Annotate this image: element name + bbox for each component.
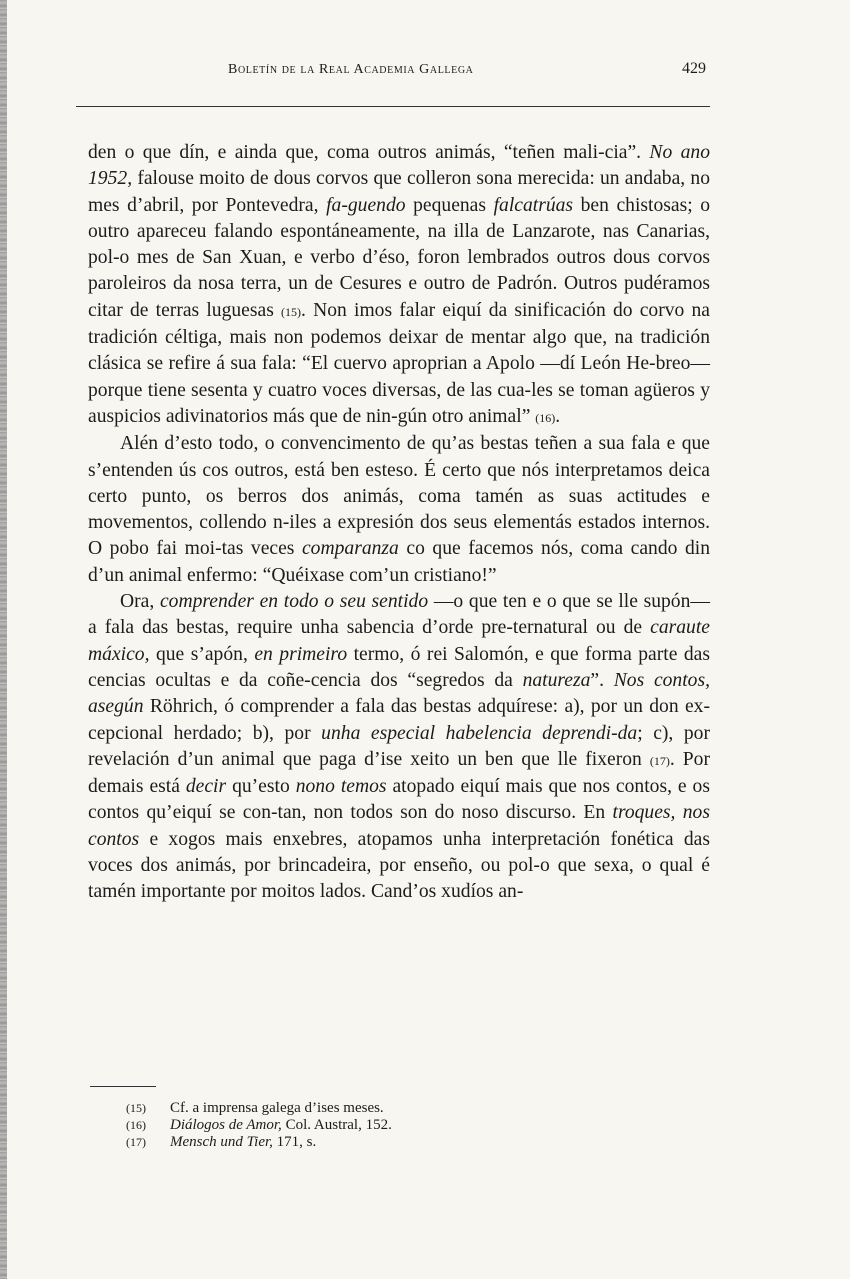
text-span: ben chistosas; o outro apareceu falando espontáneamente, na illa de Lanzarote, nas Canarias, pol-o mes de San Xuan, e verbo d’éso, foron lembrados outros dous corvos paroleiros da nosa terra, un de Cesures e outro de Padrón. Outros pudéramos citar de terras luguesas	[88, 194, 711, 321]
footnote	[126, 1100, 686, 1117]
text-span: qu’esto	[226, 776, 296, 798]
footnotes	[126, 1100, 686, 1151]
text-span: pequenas	[405, 194, 494, 216]
paragraph	[88, 140, 710, 431]
text-span: comparanza	[301, 538, 399, 560]
text-span: Alén d’esto todo, o convencimento de qu’as bestas teñen a sua fala e que s’entenden ús cos outros, está ben esteso. É certo que nós interpretamos deica certo punto, os berros dos animás, coma tamén as suas actitudes e movementos, collendo n-iles a expresión dos seus elementás estados internos. O pobo fai moi-tas veces	[88, 433, 710, 560]
footnote-ref: (16)	[535, 410, 556, 425]
footnote-text	[170, 1117, 392, 1134]
binding-edge	[0, 0, 7, 1279]
text-span: Ora,	[120, 591, 160, 613]
text-span: ”.	[590, 669, 614, 691]
paragraph	[88, 431, 710, 589]
text-span: .	[555, 405, 561, 427]
footnote	[126, 1117, 686, 1134]
text-span: ; c), por revelación d’un animal que paga d’ise xeito un ben que lle fixeron	[88, 722, 711, 770]
text-span: atopado eiquí mais que nos contos, e os contos qu’eiquí se con-tan, non todos son do noso discurso. En	[88, 776, 710, 824]
footnote-number: (15)	[126, 1101, 146, 1115]
running-header	[88, 60, 710, 78]
text-span: falouse moito de dous corvos que colleron sona merecida: un andaba, no mes d’abril, por Pontevedra,	[88, 168, 710, 216]
text-span: —o que ten e o que se lle supón— a fala das bestas, require unha sabencia d’orde pre-ternatural ou de	[88, 591, 710, 639]
text-span: caraute máxico,	[88, 617, 710, 665]
paragraph	[88, 589, 710, 906]
footnote-number: (16)	[126, 1118, 146, 1132]
text-span: co que facemos nós, coma cando din d’un animal enfermo: “Quéixase com’un cristiano!”	[88, 538, 710, 586]
footnote	[126, 1134, 686, 1151]
text-span: troques, nos contos	[88, 802, 710, 850]
text-span: unha especial habelencia deprendi-da	[321, 722, 638, 744]
text-span: Cf. a imprensa galega d’ises meses.	[170, 1100, 384, 1116]
text-span: fa-guendo	[326, 194, 406, 216]
text-span: . Non imos falar eiquí da sinificación do corvo na tradición céltiga, mais non podemos deixar de mentar algo que, na tradición clásica se refire á sua fala: “El cuervo aproprian a Apolo —dí León He-breo— porque tiene sesenta y cuatro voces diversas, de las cua-les se toman agüeros y auspicios adivinatorios más que de nin-gún otro animal”	[88, 299, 710, 427]
text-span: e xogos mais enxebres, atopamos unha interpretación fonética das voces dos animás, por brincadeira, por enseño, ou pol-o que sexa, o qual é tamén importante por moitos lados. Cand’os xudíos an-	[88, 828, 710, 903]
text-span: Röhrich, ó comprender a fala das bestas adquírese: a), por un don ex-cepcional herdado; b), por	[88, 696, 710, 744]
footnote-rule	[90, 1086, 156, 1087]
text-span: nono temos	[295, 776, 387, 798]
footnote-text	[170, 1100, 384, 1117]
text-span: natureza	[522, 669, 591, 691]
footnote-ref: (17)	[649, 753, 670, 768]
page-number: 429	[682, 60, 706, 77]
text-span: Diálogos de Amor,	[170, 1117, 282, 1133]
text-span: Nos contos, asegún	[88, 669, 710, 718]
text-span: en primeiro	[254, 643, 348, 665]
footnote-text	[170, 1134, 316, 1151]
body-text	[88, 140, 710, 906]
text-span: . Por demais está	[88, 748, 710, 798]
text-span: falcatrúas	[493, 194, 574, 216]
footnote-ref: (15)	[281, 304, 301, 319]
text-span: comprender en todo o seu sentido	[159, 591, 429, 613]
footnote-number: (17)	[126, 1135, 146, 1149]
text-span: decir	[185, 776, 227, 798]
journal-title: Boletín de la Real Academia Gallega	[228, 62, 474, 77]
text-span: Mensch und Tier,	[170, 1134, 273, 1150]
text-span: 171, s.	[272, 1134, 317, 1150]
text-span: den o que dín, e ainda que, coma outros animás, “teñen mali-cia”.	[88, 142, 650, 163]
text-span: No ano 1952,	[88, 142, 710, 190]
text-span: que s’apón,	[149, 643, 255, 665]
header-rule	[76, 106, 710, 107]
page	[88, 60, 711, 1150]
text-span: termo, ó rei Salomón, e que forma parte das cencias ocultas e da coñe-cencia dos “segredos da	[88, 643, 710, 691]
text-span: Col. Austral, 152.	[281, 1117, 392, 1133]
